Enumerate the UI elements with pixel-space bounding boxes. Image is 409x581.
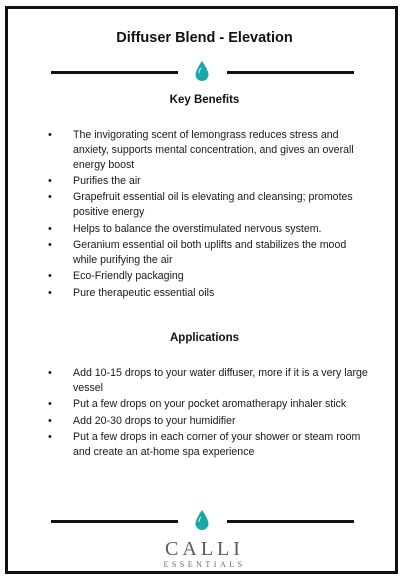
list-item <box>48 174 373 189</box>
list-item-text: Helps to balance the overstimulated nervous system. <box>73 222 322 235</box>
page-title: Diffuser Blend - Elevation <box>116 30 293 46</box>
list-item-text: The invigorating scent of lemongrass reduces stress and anxiety, supports mental concentration, and gives an overall energy boost <box>73 129 354 171</box>
water-drop-icon <box>194 509 210 531</box>
list-item-text: Pure therapeutic essential oils <box>73 286 215 299</box>
list-item <box>48 366 373 396</box>
bullet-icon: • <box>48 286 52 299</box>
bullet-icon: • <box>48 398 52 411</box>
brand-logo <box>0 539 409 569</box>
key-benefits-heading: Key Benefits <box>169 94 240 106</box>
list-item <box>48 414 373 429</box>
applications-list <box>48 366 373 461</box>
list-item <box>48 222 373 237</box>
bullet-icon: • <box>48 174 52 187</box>
list-item-text: Add 10-15 drops to your water diffuser, more if it is a very large vessel <box>73 367 368 394</box>
list-item-text: Add 20-30 drops to your humidifier <box>73 414 236 427</box>
bullet-icon: • <box>48 129 52 141</box>
bullet-icon: • <box>48 222 52 235</box>
bullet-icon: • <box>48 367 52 379</box>
divider-top <box>51 65 354 79</box>
list-item <box>48 190 373 220</box>
list-item <box>48 238 373 268</box>
divider-bottom <box>51 514 354 528</box>
list-item-text: Put a few drops on your pocket aromatherapy inhaler stick <box>73 398 347 411</box>
bullet-icon: • <box>48 414 52 427</box>
list-item-text: Eco-Friendly packaging <box>73 270 184 283</box>
bullet-icon: • <box>48 238 52 251</box>
list-item <box>48 397 373 412</box>
list-item <box>48 269 373 284</box>
list-item-text: Grapefruit essential oil is elevating and cleansing; promotes positive energy <box>73 191 353 219</box>
list-item-text: Geranium essential oil both uplifts and stabilizes the mood while purifying the air <box>73 238 347 266</box>
list-item <box>48 128 373 172</box>
bullet-icon: • <box>48 191 52 204</box>
logo-subtitle: ESSENTIALS <box>163 560 246 569</box>
bullet-icon: • <box>48 270 52 283</box>
list-item-text: Put a few drops in each corner of your shower or steam room and create an at-home spa experience <box>73 430 361 458</box>
logo-wordmark: CALLI <box>165 538 244 560</box>
applications-heading: Applications <box>169 332 239 344</box>
bullet-icon: • <box>48 430 52 443</box>
list-item <box>48 286 373 301</box>
list-item <box>48 430 373 460</box>
list-item-text: Purifies the air <box>73 174 141 187</box>
water-drop-icon <box>194 60 210 82</box>
key-benefits-list <box>48 128 373 302</box>
